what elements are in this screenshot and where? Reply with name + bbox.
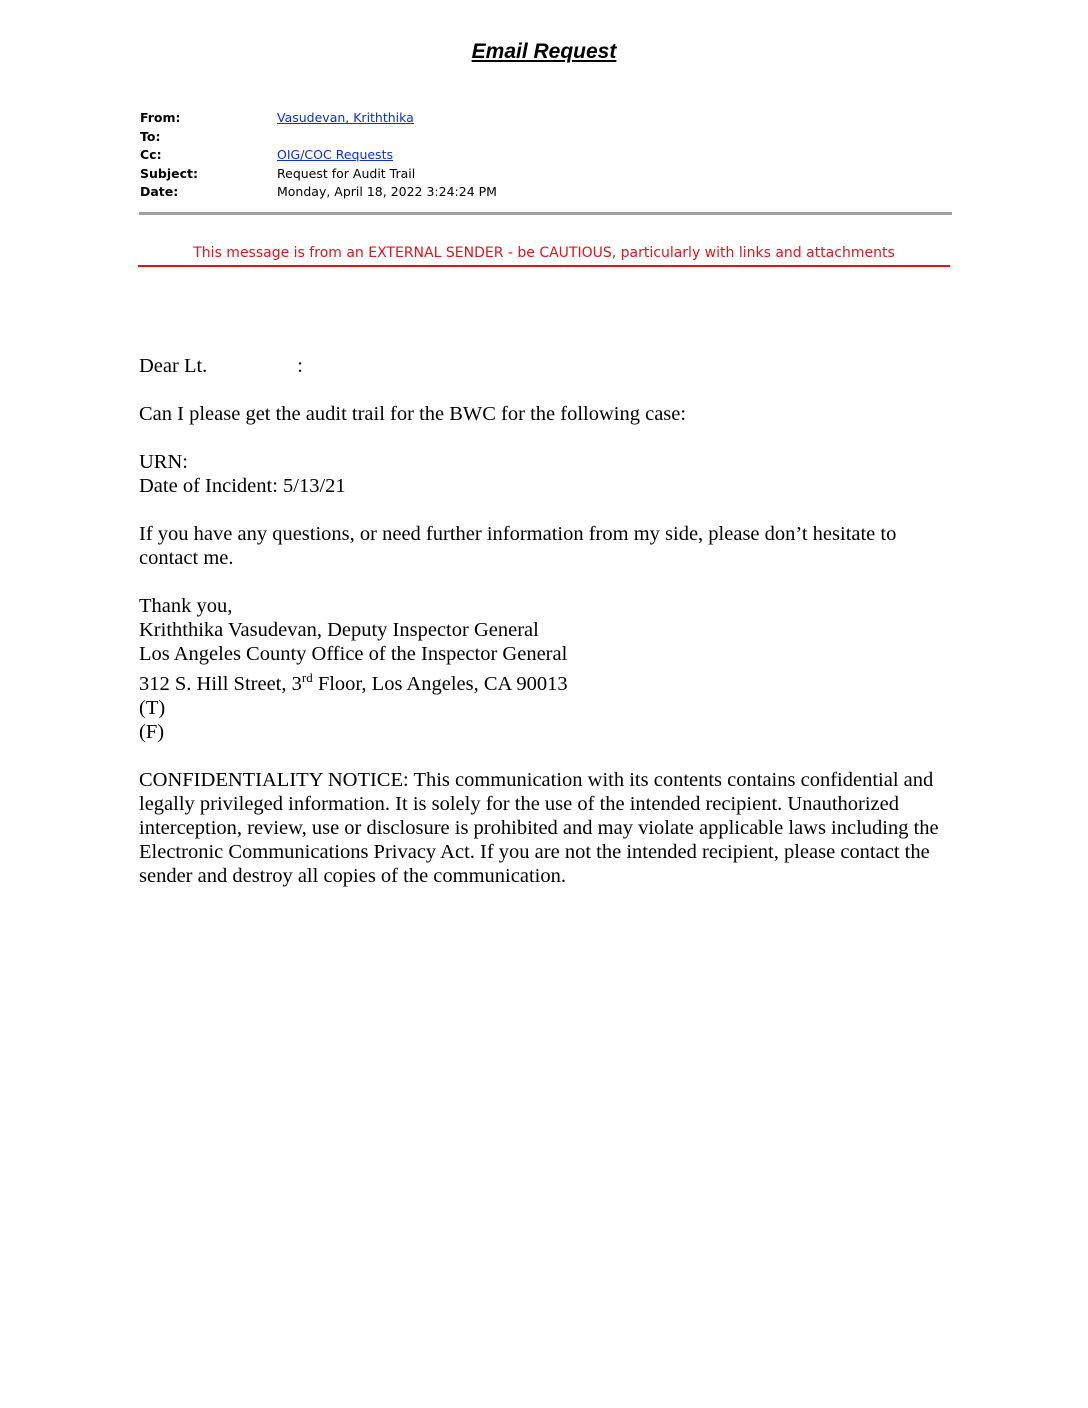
date-label: Date: — [140, 184, 179, 199]
page-title: Email Request — [471, 40, 617, 63]
greeting-paragraph — [139, 354, 949, 378]
from-link[interactable]: Vasudevan, Kriththika — [277, 110, 414, 125]
signature-name: Kriththika Vasudevan, Deputy Inspector General — [139, 619, 539, 641]
header-divider — [139, 212, 952, 215]
confidentiality-notice: CONFIDENTIALITY NOTICE: This communication with its contents contains confidential and legally privileged information. It is solely for the use of the intended recipient. Unauthorized interception, review, use or disclosure is prohibited and may violate applicable laws including the Electronic Communications Privacy Act. If you are not the intended recipient, please contact the sender and destroy all copies of the communication. — [139, 769, 939, 887]
external-sender-banner: This message is from an EXTERNAL SENDER - be CAUTIOUS, particularly with links and attachments — [138, 245, 950, 267]
closing: Thank you, — [139, 595, 233, 617]
date-row — [140, 183, 497, 202]
subject-value: Request for Audit Trail — [277, 165, 416, 181]
subject-label: Subject: — [140, 165, 198, 181]
address-ordinal: rd — [301, 670, 313, 686]
cc-link[interactable]: OIG/COC Requests — [277, 147, 393, 162]
date-value: Monday, April 18, 2022 3:24:24 PM — [277, 184, 497, 199]
fax-line: (F) — [139, 721, 165, 743]
email-body — [139, 354, 949, 912]
cc-label: Cc: — [140, 147, 162, 162]
address-suffix: Floor, Los Angeles, CA 90013 — [312, 673, 568, 695]
questions-paragraph: If you have any questions, or need further information from my side, please don’t hesitate to contact me. — [139, 523, 897, 569]
greeting-colon: : — [297, 355, 303, 377]
email-header — [140, 109, 497, 202]
cc-row — [140, 146, 497, 165]
incident-date-line: Date of Incident: 5/13/21 — [139, 475, 346, 497]
subject-row — [140, 165, 497, 184]
address-prefix: 312 S. Hill Street, 3 — [139, 673, 302, 695]
signature-org: Los Angeles County Office of the Inspector General — [139, 643, 568, 665]
signature-address — [139, 672, 949, 696]
to-row — [140, 128, 497, 147]
from-label: From: — [140, 110, 181, 125]
signature-block — [139, 594, 949, 744]
greeting: Dear Lt. — [139, 355, 208, 377]
case-details — [139, 450, 949, 498]
request-paragraph: Can I please get the audit trail for the BWC for the following case: — [139, 403, 687, 425]
to-label: To: — [140, 128, 161, 144]
from-row — [140, 109, 497, 128]
urn-line: URN: — [139, 451, 188, 473]
telephone-line: (T) — [139, 697, 166, 719]
